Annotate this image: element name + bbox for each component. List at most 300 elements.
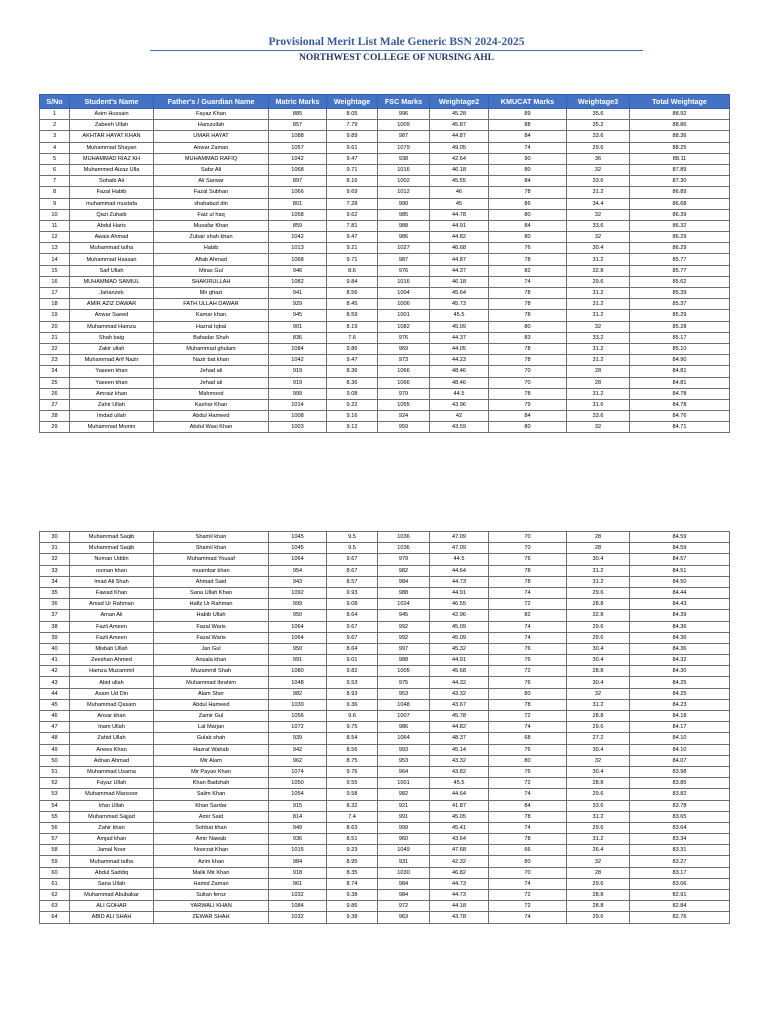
- fsc-marks-cell: 1005: [378, 666, 430, 677]
- fsc-marks-cell: 988: [378, 587, 430, 598]
- father-name-cell: Shamil khan: [154, 532, 269, 543]
- weightage3-cell: 31.2: [567, 576, 630, 587]
- table-row: [40, 243, 730, 254]
- father-name-cell: Abdul Wasi Khan: [154, 422, 269, 433]
- weightage3-cell: 33.6: [567, 176, 630, 187]
- total-weightage-cell: 87.30: [630, 176, 730, 187]
- student-name-cell: Irfan Ullah: [70, 800, 154, 811]
- weightage-cell: 9.69: [327, 187, 378, 198]
- table-row: [40, 800, 730, 811]
- father-name-cell: Hazrat Wahab: [154, 744, 269, 755]
- father-name-cell: Habib: [154, 243, 269, 254]
- kmucat-marks-cell: 84: [489, 800, 567, 811]
- kmucat-marks-cell: 80: [489, 856, 567, 867]
- weightage3-cell: 30.4: [567, 766, 630, 777]
- fsc-marks-cell: 1079: [378, 142, 430, 153]
- matric-marks-cell: 962: [269, 755, 327, 766]
- father-name-cell: Malik Mir Khan: [154, 867, 269, 878]
- sno-cell: 31: [40, 543, 70, 554]
- kmucat-marks-cell: 74: [489, 621, 567, 632]
- weightage3-cell: 31.2: [567, 388, 630, 399]
- father-name-cell: Abdul Hameed: [154, 411, 269, 422]
- matric-marks-cell: 1015: [269, 845, 327, 856]
- total-weightage-cell: 84.30: [630, 666, 730, 677]
- sno-cell: 18: [40, 299, 70, 310]
- weightage-cell: 8.16: [327, 176, 378, 187]
- student-name-cell: Fazal Habib: [70, 187, 154, 198]
- student-name-cell: Muhammad Mansoor: [70, 789, 154, 800]
- student-name-cell: Zahir Ullah: [70, 399, 154, 410]
- sno-cell: 54: [40, 800, 70, 811]
- matric-marks-cell: 919: [269, 377, 327, 388]
- student-name-cell: Fazli Ameen: [70, 621, 154, 632]
- kmucat-marks-cell: 72: [489, 901, 567, 912]
- weightage3-cell: 32: [567, 164, 630, 175]
- student-name-cell: Zahid Ullah: [70, 733, 154, 744]
- sno-cell: 7: [40, 176, 70, 187]
- student-name-cell: Muhammad Qasam: [70, 699, 154, 710]
- sno-cell: 11: [40, 220, 70, 231]
- weightage2-cell: 48.46: [430, 377, 489, 388]
- sno-cell: 47: [40, 722, 70, 733]
- table-row: [40, 576, 730, 587]
- table-row: [40, 399, 730, 410]
- weightage2-cell: 45.41: [430, 822, 489, 833]
- fsc-marks-cell: 938: [378, 153, 430, 164]
- fsc-marks-cell: 1009: [378, 120, 430, 131]
- weightage3-cell: 32: [567, 422, 630, 433]
- table-row: [40, 587, 730, 598]
- weightage3-cell: 28: [567, 366, 630, 377]
- header-kmucat-marks: KMUCAT Marks: [489, 95, 567, 109]
- table-row: [40, 187, 730, 198]
- weightage2-cell: 43.82: [430, 766, 489, 777]
- weightage2-cell: 47.09: [430, 532, 489, 543]
- sno-cell: 55: [40, 811, 70, 822]
- weightage-cell: 9.75: [327, 722, 378, 733]
- matric-marks-cell: 1057: [269, 142, 327, 153]
- total-weightage-cell: 83.64: [630, 822, 730, 833]
- table-row: [40, 912, 730, 923]
- weightage3-cell: 30.4: [567, 744, 630, 755]
- table-row: [40, 254, 730, 265]
- student-name-cell: Fazli Ameen: [70, 632, 154, 643]
- student-name-cell: Muhammad talha: [70, 856, 154, 867]
- weightage2-cell: 46.82: [430, 867, 489, 878]
- total-weightage-cell: 84.81: [630, 377, 730, 388]
- sno-cell: 20: [40, 321, 70, 332]
- fsc-marks-cell: 1048: [378, 699, 430, 710]
- matric-marks-cell: 961: [269, 878, 327, 889]
- weightage-cell: 9.82: [327, 666, 378, 677]
- table-header-row: [40, 95, 730, 109]
- student-name-cell: muhammad mustafa: [70, 198, 154, 209]
- weightage2-cell: 42.64: [430, 153, 489, 164]
- kmucat-marks-cell: 74: [489, 722, 567, 733]
- sno-cell: 43: [40, 677, 70, 688]
- table-row: [40, 343, 730, 354]
- father-name-cell: Miras Gul: [154, 265, 269, 276]
- kmucat-marks-cell: 78: [489, 288, 567, 299]
- kmucat-marks-cell: 78: [489, 343, 567, 354]
- weightage2-cell: 43.78: [430, 912, 489, 923]
- father-name-cell: Hamzullah: [154, 120, 269, 131]
- sno-cell: 48: [40, 733, 70, 744]
- student-name-cell: Anees Khan: [70, 744, 154, 755]
- weightage-cell: 9.16: [327, 411, 378, 422]
- weightage2-cell: 45.32: [430, 643, 489, 654]
- total-weightage-cell: 85.10: [630, 343, 730, 354]
- kmucat-marks-cell: 70: [489, 532, 567, 543]
- weightage3-cell: 28.8: [567, 711, 630, 722]
- weightage2-cell: 45.28: [430, 109, 489, 120]
- weightage2-cell: 46: [430, 187, 489, 198]
- matric-marks-cell: 1045: [269, 532, 327, 543]
- student-name-cell: MUHAMMAD SAMIUL: [70, 276, 154, 287]
- weightage-cell: 8.32: [327, 800, 378, 811]
- student-name-cell: Adnan Ahmad: [70, 755, 154, 766]
- father-name-cell: Abdul Hameed: [154, 699, 269, 710]
- weightage-cell: 7.81: [327, 220, 378, 231]
- weightage2-cell: 44.05: [430, 343, 489, 354]
- weightage3-cell: 33.6: [567, 800, 630, 811]
- student-name-cell: Muhammad Saqib: [70, 543, 154, 554]
- student-name-cell: Hamza Muzammil: [70, 666, 154, 677]
- kmucat-marks-cell: 70: [489, 867, 567, 878]
- kmucat-marks-cell: 72: [489, 890, 567, 901]
- total-weightage-cell: 84.51: [630, 565, 730, 576]
- table-row: [40, 621, 730, 632]
- total-weightage-cell: 84.10: [630, 744, 730, 755]
- kmucat-marks-cell: 78: [489, 310, 567, 321]
- weightage-cell: 9.58: [327, 789, 378, 800]
- total-weightage-cell: 85.29: [630, 310, 730, 321]
- weightage-cell: 9.47: [327, 355, 378, 366]
- student-name-cell: Muhammad Hassan: [70, 254, 154, 265]
- sno-cell: 60: [40, 867, 70, 878]
- student-name-cell: Muhammad Arif Nazir: [70, 355, 154, 366]
- sno-cell: 5: [40, 153, 70, 164]
- father-name-cell: Bahadar Shah: [154, 332, 269, 343]
- total-weightage-cell: 84.39: [630, 610, 730, 621]
- matric-marks-cell: 936: [269, 834, 327, 845]
- table-row: [40, 153, 730, 164]
- total-weightage-cell: 88.25: [630, 142, 730, 153]
- total-weightage-cell: 84.36: [630, 643, 730, 654]
- total-weightage-cell: 88.11: [630, 153, 730, 164]
- weightage3-cell: 36: [567, 153, 630, 164]
- father-name-cell: SHAKIRULLAH: [154, 276, 269, 287]
- matric-marks-cell: 954: [269, 565, 327, 576]
- weightage-cell: 8.19: [327, 321, 378, 332]
- father-name-cell: Muhammad ghulam: [154, 343, 269, 354]
- student-name-cell: MUHAMMAD RIAZ KH: [70, 153, 154, 164]
- kmucat-marks-cell: 83: [489, 332, 567, 343]
- student-name-cell: Misbah Ullah: [70, 643, 154, 654]
- fsc-marks-cell: 924: [378, 411, 430, 422]
- table-row: [40, 220, 730, 231]
- fsc-marks-cell: 1066: [378, 366, 430, 377]
- fsc-marks-cell: 1030: [378, 867, 430, 878]
- matric-marks-cell: 1042: [269, 153, 327, 164]
- weightage3-cell: 32: [567, 321, 630, 332]
- father-name-cell: Mir Alam: [154, 755, 269, 766]
- weightage2-cell: 45.5: [430, 310, 489, 321]
- father-name-cell: Fazal Waris: [154, 632, 269, 643]
- total-weightage-cell: 83.06: [630, 878, 730, 889]
- matric-marks-cell: 1014: [269, 399, 327, 410]
- father-name-cell: Shamil khan: [154, 543, 269, 554]
- weightage-cell: 9.71: [327, 254, 378, 265]
- sno-cell: 30: [40, 532, 70, 543]
- weightage-cell: 9.71: [327, 164, 378, 175]
- sno-cell: 14: [40, 254, 70, 265]
- weightage-cell: 9.67: [327, 554, 378, 565]
- kmucat-marks-cell: 70: [489, 543, 567, 554]
- father-name-cell: Ansala khan: [154, 655, 269, 666]
- father-name-cell: Khan Sardar: [154, 800, 269, 811]
- total-weightage-cell: 84.44: [630, 587, 730, 598]
- fsc-marks-cell: 986: [378, 232, 430, 243]
- father-name-cell: Alam Sher: [154, 688, 269, 699]
- table-row: [40, 901, 730, 912]
- header-total-weightage: Total Weightage: [630, 95, 730, 109]
- sno-cell: 41: [40, 655, 70, 666]
- student-name-cell: Awais Ahmad: [70, 232, 154, 243]
- college-name: NORTHWEST COLLEGE OF NURSING AHL: [299, 53, 494, 63]
- father-name-cell: Hamid Zaman: [154, 878, 269, 889]
- weightage-cell: 9.67: [327, 621, 378, 632]
- father-name-cell: Mahmood: [154, 388, 269, 399]
- total-weightage-cell: 84.25: [630, 688, 730, 699]
- weightage3-cell: 31.2: [567, 565, 630, 576]
- table-row: [40, 699, 730, 710]
- sno-cell: 57: [40, 834, 70, 845]
- weightage3-cell: 29.6: [567, 878, 630, 889]
- weightage3-cell: 30.4: [567, 655, 630, 666]
- fsc-marks-cell: 985: [378, 209, 430, 220]
- weightage-cell: 9.5: [327, 532, 378, 543]
- weightage2-cell: 44.91: [430, 655, 489, 666]
- weightage-cell: 9.01: [327, 655, 378, 666]
- student-name-cell: Muhammad Sajjad: [70, 811, 154, 822]
- matric-marks-cell: 857: [269, 120, 327, 131]
- sno-cell: 50: [40, 755, 70, 766]
- weightage2-cell: 45: [430, 198, 489, 209]
- weightage3-cell: 32: [567, 209, 630, 220]
- weightage-cell: 9.53: [327, 677, 378, 688]
- weightage3-cell: 31.2: [567, 288, 630, 299]
- matric-marks-cell: 836: [269, 332, 327, 343]
- fsc-marks-cell: 982: [378, 565, 430, 576]
- weightage3-cell: 33.6: [567, 131, 630, 142]
- matric-marks-cell: 941: [269, 288, 327, 299]
- student-name-cell: Zahir khan: [70, 822, 154, 833]
- student-name-cell: Muhammad Usama: [70, 766, 154, 777]
- kmucat-marks-cell: 78: [489, 576, 567, 587]
- fsc-marks-cell: 964: [378, 766, 430, 777]
- weightage-cell: 9.23: [327, 845, 378, 856]
- sno-cell: 16: [40, 276, 70, 287]
- total-weightage-cell: 83.98: [630, 766, 730, 777]
- table-row: [40, 388, 730, 399]
- fsc-marks-cell: 984: [378, 890, 430, 901]
- weightage3-cell: 32: [567, 755, 630, 766]
- student-name-cell: Sohaib Ali: [70, 176, 154, 187]
- father-name-cell: Anwar Zaman: [154, 142, 269, 153]
- weightage3-cell: 29.6: [567, 632, 630, 643]
- total-weightage-cell: 83.31: [630, 845, 730, 856]
- fsc-marks-cell: 921: [378, 800, 430, 811]
- student-name-cell: Muhammad Hamza: [70, 321, 154, 332]
- weightage3-cell: 31.2: [567, 310, 630, 321]
- table-row: [40, 733, 730, 744]
- total-weightage-cell: 86.89: [630, 187, 730, 198]
- fsc-marks-cell: 976: [378, 332, 430, 343]
- matric-marks-cell: 1013: [269, 243, 327, 254]
- fsc-marks-cell: 993: [378, 744, 430, 755]
- student-name-cell: Amjad khan: [70, 834, 154, 845]
- father-name-cell: muambar khan: [154, 565, 269, 576]
- matric-marks-cell: 1064: [269, 621, 327, 632]
- weightage-cell: 8.63: [327, 822, 378, 833]
- weightage2-cell: 44.37: [430, 265, 489, 276]
- fsc-marks-cell: 953: [378, 755, 430, 766]
- father-name-cell: Muzammil Shah: [154, 666, 269, 677]
- student-name-cell: Asim Hussain: [70, 109, 154, 120]
- kmucat-marks-cell: 70: [489, 377, 567, 388]
- fsc-marks-cell: 1055: [378, 399, 430, 410]
- fsc-marks-cell: 988: [378, 220, 430, 231]
- sno-cell: 32: [40, 554, 70, 565]
- student-name-cell: Noman Uddin: [70, 554, 154, 565]
- total-weightage-cell: 84.78: [630, 399, 730, 410]
- matric-marks-cell: 1072: [269, 722, 327, 733]
- father-name-cell: Fazal Waris: [154, 621, 269, 632]
- matric-marks-cell: 939: [269, 733, 327, 744]
- sno-cell: 36: [40, 599, 70, 610]
- matric-marks-cell: 1084: [269, 901, 327, 912]
- matric-marks-cell: 1032: [269, 890, 327, 901]
- kmucat-marks-cell: 82: [489, 265, 567, 276]
- fsc-marks-cell: 931: [378, 856, 430, 867]
- father-name-cell: Hafiz Ur Rahman: [154, 599, 269, 610]
- table-row: [40, 878, 730, 889]
- total-weightage-cell: 83.85: [630, 778, 730, 789]
- table-row: [40, 565, 730, 576]
- matric-marks-cell: 1058: [269, 209, 327, 220]
- sno-cell: 62: [40, 890, 70, 901]
- student-name-cell: Muhammad talha: [70, 243, 154, 254]
- table-row: [40, 744, 730, 755]
- table-row: [40, 142, 730, 153]
- weightage3-cell: 29.6: [567, 587, 630, 598]
- matric-marks-cell: 999: [269, 599, 327, 610]
- kmucat-marks-cell: 76: [489, 554, 567, 565]
- weightage-cell: 9.08: [327, 599, 378, 610]
- sno-cell: 44: [40, 688, 70, 699]
- matric-marks-cell: 1084: [269, 343, 327, 354]
- matric-marks-cell: 1064: [269, 632, 327, 643]
- father-name-cell: Mir ghazi: [154, 288, 269, 299]
- matric-marks-cell: 1082: [269, 276, 327, 287]
- sno-cell: 17: [40, 288, 70, 299]
- kmucat-marks-cell: 68: [489, 733, 567, 744]
- student-name-cell: Aman Ali: [70, 610, 154, 621]
- sno-cell: 2: [40, 120, 70, 131]
- table-row: [40, 599, 730, 610]
- total-weightage-cell: 84.78: [630, 388, 730, 399]
- weightage3-cell: 26.4: [567, 845, 630, 856]
- page-title: Provisional Merit List Male Generic BSN 2024-2025: [268, 36, 525, 48]
- weightage-cell: 9.6: [327, 711, 378, 722]
- weightage2-cell: 44.5: [430, 388, 489, 399]
- student-name-cell: numan khan: [70, 565, 154, 576]
- matric-marks-cell: 1030: [269, 699, 327, 710]
- total-weightage-cell: 85.17: [630, 332, 730, 343]
- weightage-cell: 8.36: [327, 366, 378, 377]
- weightage3-cell: 33.6: [567, 220, 630, 231]
- table-row: [40, 543, 730, 554]
- total-weightage-cell: 82.91: [630, 890, 730, 901]
- table-row: [40, 366, 730, 377]
- matric-marks-cell: 1080: [269, 666, 327, 677]
- table-row: [40, 610, 730, 621]
- student-name-cell: Abid ullah: [70, 677, 154, 688]
- matric-marks-cell: 1045: [269, 543, 327, 554]
- student-name-cell: ALI GOHAR: [70, 901, 154, 912]
- weightage3-cell: 33.2: [567, 332, 630, 343]
- matric-marks-cell: 1054: [269, 789, 327, 800]
- sno-cell: 38: [40, 621, 70, 632]
- table-row: [40, 422, 730, 433]
- kmucat-marks-cell: 80: [489, 422, 567, 433]
- father-name-cell: Kashar Khan: [154, 399, 269, 410]
- kmucat-marks-cell: 74: [489, 632, 567, 643]
- weightage2-cell: 45.55: [430, 176, 489, 187]
- student-name-cell: AKHTAR HAYAT KHAN: [70, 131, 154, 142]
- sno-cell: 46: [40, 711, 70, 722]
- weightage2-cell: 45.68: [430, 666, 489, 677]
- table-row: [40, 109, 730, 120]
- fsc-marks-cell: 969: [378, 343, 430, 354]
- table-row: [40, 643, 730, 654]
- kmucat-marks-cell: 74: [489, 912, 567, 923]
- weightage2-cell: 45.87: [430, 120, 489, 131]
- kmucat-marks-cell: 72: [489, 666, 567, 677]
- fsc-marks-cell: 973: [378, 355, 430, 366]
- weightage2-cell: 45.09: [430, 321, 489, 332]
- weightage2-cell: 45.05: [430, 811, 489, 822]
- father-name-cell: Lal Marjan: [154, 722, 269, 733]
- table-row: [40, 867, 730, 878]
- header-weightage3: Weightage3: [567, 95, 630, 109]
- student-name-cell: Abdul Haris: [70, 220, 154, 231]
- kmucat-marks-cell: 76: [489, 643, 567, 654]
- weightage-cell: 8.93: [327, 688, 378, 699]
- kmucat-marks-cell: 74: [489, 789, 567, 800]
- total-weightage-cell: 88.36: [630, 131, 730, 142]
- header-father-name: Father's / Guardian Name: [154, 95, 269, 109]
- weightage2-cell: 43.59: [430, 422, 489, 433]
- weightage2-cell: 41.87: [430, 800, 489, 811]
- fsc-marks-cell: 986: [378, 722, 430, 733]
- matric-marks-cell: 946: [269, 265, 327, 276]
- weightage3-cell: 32: [567, 232, 630, 243]
- kmucat-marks-cell: 80: [489, 164, 567, 175]
- table-row: [40, 332, 730, 343]
- total-weightage-cell: 88.92: [630, 109, 730, 120]
